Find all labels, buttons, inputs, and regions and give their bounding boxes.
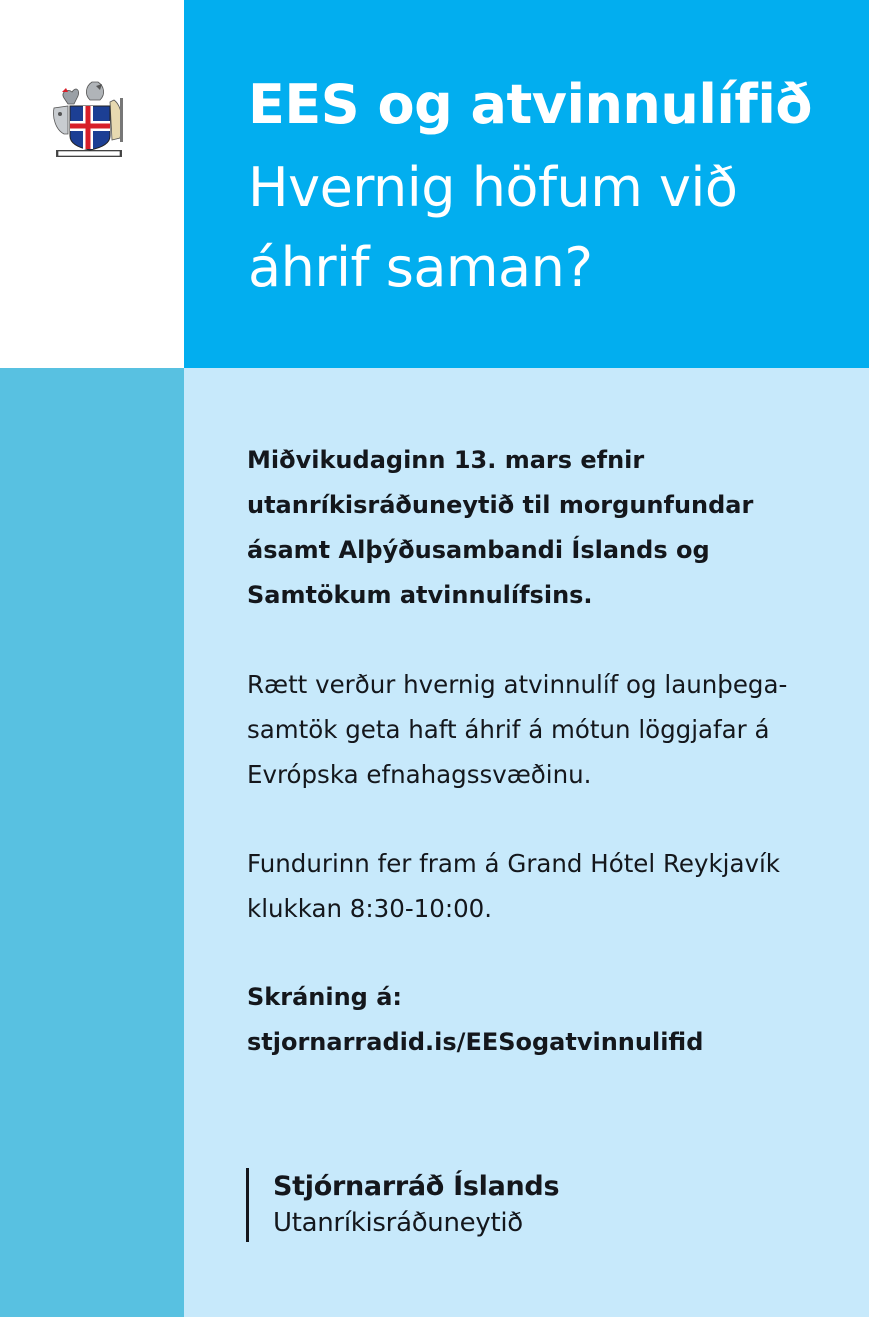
organization-name: Stjórnarráð Íslands: [273, 1171, 560, 1202]
signature-block: [246, 1168, 559, 1242]
registration-label: Skráning á:: [247, 983, 403, 1011]
registration-block: [247, 975, 837, 1065]
page-subtitle: Hvernig höfum við áhrif saman?: [248, 156, 738, 299]
announcement-body: [247, 438, 837, 1065]
icelandic-coat-of-arms-icon: [50, 78, 128, 162]
registration-link[interactable]: stjornarradid.is/EESogatvinnulifid: [247, 1028, 704, 1056]
venue-paragraph: Fundurinn fer fram á Grand Hótel Reykjavík klukkan 8:30-10:00.: [247, 849, 780, 923]
topic-paragraph: Rætt verður hvernig atvinnulíf og launþega-samtök geta haft áhrif á mótun löggjafar á Evrópska efnahagssvæðinu.: [247, 670, 788, 789]
crest-panel: [0, 0, 184, 368]
page-title: EES og atvinnulífið: [248, 73, 812, 136]
department-name: Utanríkisráðuneytið: [273, 1208, 523, 1238]
lead-paragraph: Miðvikudaginn 13. mars efnir utanríkisráðuneytið til morgunfundar ásamt Alþýðusambandi Íslands og Samtökum atvinnulífsins.: [247, 446, 754, 609]
side-color-bar: [0, 368, 184, 1317]
